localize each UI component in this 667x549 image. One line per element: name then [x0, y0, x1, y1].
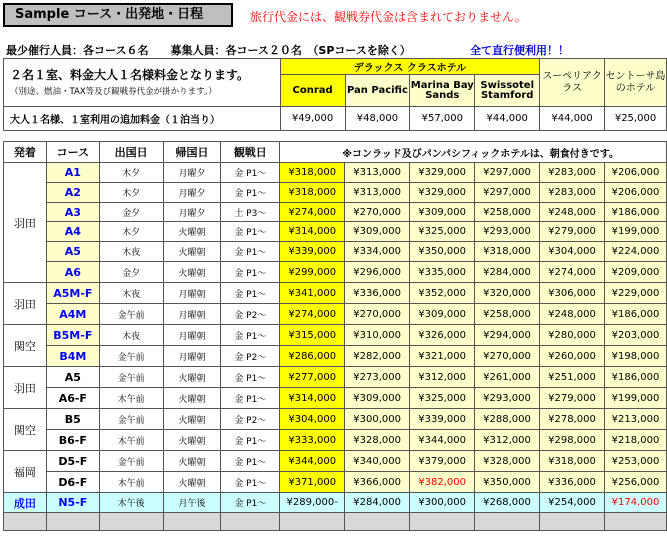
price-cell: ¥350,000 [410, 242, 475, 262]
price-cell: ¥254,000 [540, 493, 605, 513]
return-day: 月曜夕 [163, 183, 221, 203]
deluxe-class-label: デラックス クラスホテル [280, 59, 540, 75]
price-cell: ¥283,000 [540, 183, 605, 203]
price-cell: ¥213,000 [604, 409, 666, 430]
return-day: 火曜朝 [163, 409, 221, 430]
header-course: コース [46, 142, 99, 163]
hotel-superior: スーペリアクラス [540, 59, 605, 107]
match-day: 金 P1～ [221, 472, 280, 493]
table-row [4, 242, 667, 262]
price-cell: ¥294,000 [475, 325, 540, 346]
depart-day: 木夕 [99, 183, 163, 203]
table-row [4, 388, 667, 409]
price-cell: ¥198,000 [604, 346, 666, 367]
return-day: 月曜夕 [163, 163, 221, 183]
price-description [4, 59, 281, 107]
match-day: 金 P1～ [221, 325, 280, 346]
price-cell: ¥203,000 [604, 325, 666, 346]
price-cell: ¥328,000 [345, 430, 410, 451]
price-cell: ¥314,000 [280, 222, 345, 242]
empty-row [4, 513, 667, 531]
match-day: 金 P1～ [221, 388, 280, 409]
supplement-superior: ¥44,000 [540, 107, 605, 131]
return-day: 火曜朝 [163, 262, 221, 283]
course-code: A6 [46, 262, 99, 283]
empty-cell [540, 513, 605, 531]
match-day: 金 P1～ [221, 222, 280, 242]
header-origin: 発着 [4, 142, 47, 163]
price-cell: ¥318,000 [280, 183, 345, 203]
price-cell: ¥206,000 [604, 163, 666, 183]
course-code: B4M [46, 346, 99, 367]
table-row [4, 367, 667, 388]
origin-cell: 成田 [4, 493, 47, 513]
price-cell: ¥341,000 [280, 283, 345, 304]
price-cell: ¥333,000 [280, 430, 345, 451]
price-cell: ¥199,000 [604, 388, 666, 409]
hotel-conrad: Conrad [280, 75, 345, 107]
price-cell: ¥298,000 [540, 430, 605, 451]
price-cell: ¥300,000 [345, 409, 410, 430]
origin-cell: 羽田 [4, 283, 47, 325]
course-code: D5-F [46, 451, 99, 472]
price-cell: ¥329,000 [410, 163, 475, 183]
empty-cell [604, 513, 666, 531]
price-cell: ¥186,000 [604, 367, 666, 388]
match-day: 金 P1～ [221, 493, 280, 513]
depart-day: 金午前 [99, 367, 163, 388]
price-cell: ¥174,000 [604, 493, 666, 513]
table-row [4, 203, 667, 222]
price-cell: ¥336,000 [345, 283, 410, 304]
header-match: 観戦日 [221, 142, 280, 163]
breakfast-footnote: ※コンラッド及びパンパシフィックホテルは、朝食付きです。 [280, 142, 667, 163]
return-day: 月午後 [163, 493, 221, 513]
price-cell: ¥313,000 [345, 183, 410, 203]
table-row [4, 304, 667, 325]
price-cell: ¥297,000 [475, 183, 540, 203]
depart-day: 金夕 [99, 203, 163, 222]
depart-day: 木夜 [99, 242, 163, 262]
table-row [4, 451, 667, 472]
price-cell: ¥270,000 [475, 346, 540, 367]
price-cell: ¥325,000 [410, 388, 475, 409]
depart-day: 木午後 [99, 493, 163, 513]
price-cell: ¥186,000 [604, 203, 666, 222]
price-cell: ¥336,000 [540, 472, 605, 493]
course-schedule-table [3, 141, 667, 531]
notice-text: 旅行代金には、観戦券代金は含まれておりません。 [250, 10, 527, 24]
price-description-main: ２名１室、料金大人１名様料金となります。 [10, 67, 250, 82]
price-cell: ¥280,000 [540, 325, 605, 346]
course-code: A4 [46, 222, 99, 242]
price-cell: ¥273,000 [345, 367, 410, 388]
return-day: 火曜朝 [163, 451, 221, 472]
empty-cell [280, 513, 345, 531]
supplement-swissotel: ¥44,000 [475, 107, 540, 131]
depart-day: 金午前 [99, 304, 163, 325]
match-day: 金 P1～ [221, 163, 280, 183]
price-cell: ¥251,000 [540, 367, 605, 388]
return-day: 月曜朝 [163, 304, 221, 325]
course-code: A5M-F [46, 283, 99, 304]
price-cell: ¥297,000 [475, 163, 540, 183]
empty-cell [475, 513, 540, 531]
table-row [4, 183, 667, 203]
supplement-sentosa: ¥25,000 [605, 107, 667, 131]
return-day: 火曜朝 [163, 388, 221, 409]
price-cell: ¥318,000 [475, 242, 540, 262]
price-cell: ¥313,000 [345, 163, 410, 183]
depart-day: 金夕 [99, 262, 163, 283]
origin-cell: 福岡 [4, 451, 47, 493]
price-cell: ¥318,000 [540, 451, 605, 472]
price-cell: ¥340,000 [345, 451, 410, 472]
return-day: 月曜朝 [163, 346, 221, 367]
depart-day: 木午前 [99, 388, 163, 409]
price-cell: ¥224,000 [604, 242, 666, 262]
match-day: 金 P1～ [221, 367, 280, 388]
course-code: A5 [46, 242, 99, 262]
price-cell: ¥344,000 [410, 430, 475, 451]
price-cell: ¥350,000 [475, 472, 540, 493]
price-cell: ¥296,000 [345, 262, 410, 283]
price-cell: ¥312,000 [410, 367, 475, 388]
price-cell: ¥218,000 [604, 430, 666, 451]
price-cell: ¥320,000 [475, 283, 540, 304]
return-day: 火曜朝 [163, 242, 221, 262]
table-row [4, 325, 667, 346]
price-cell: ¥258,000 [475, 203, 540, 222]
price-cell: ¥284,000 [345, 493, 410, 513]
match-day: 土 P3～ [221, 203, 280, 222]
price-cell: ¥329,000 [410, 183, 475, 203]
empty-cell [345, 513, 410, 531]
course-code: A2 [46, 183, 99, 203]
price-cell: ¥366,000 [345, 472, 410, 493]
price-cell: ¥339,000 [410, 409, 475, 430]
empty-cell [221, 513, 280, 531]
single-supplement-label: 大人１名様、１室利用の追加料金（１泊当り） [4, 107, 281, 131]
price-cell: ¥293,000 [475, 222, 540, 242]
hotel-price-header [3, 58, 667, 131]
price-cell: ¥258,000 [475, 304, 540, 325]
price-cell: ¥326,000 [410, 325, 475, 346]
price-cell: ¥312,000 [475, 430, 540, 451]
hotel-pan-pacific: Pan Pacific [345, 75, 410, 107]
price-cell: ¥309,000 [410, 304, 475, 325]
origin-cell: 羽田 [4, 163, 47, 283]
price-cell: ¥253,000 [604, 451, 666, 472]
depart-day: 木午前 [99, 430, 163, 451]
price-cell: ¥282,000 [345, 346, 410, 367]
table-row [4, 472, 667, 493]
price-cell: ¥286,000 [280, 346, 345, 367]
price-cell: ¥284,000 [475, 262, 540, 283]
price-cell: ¥283,000 [540, 163, 605, 183]
price-cell: ¥260,000 [540, 346, 605, 367]
return-day: 火曜朝 [163, 367, 221, 388]
price-cell: ¥314,000 [280, 388, 345, 409]
course-code: B6-F [46, 430, 99, 451]
course-code: B5 [46, 409, 99, 430]
empty-cell [163, 513, 221, 531]
price-cell: ¥300,000 [410, 493, 475, 513]
supplement-marina-bay-sands: ¥57,000 [410, 107, 475, 131]
price-cell: ¥278,000 [540, 409, 605, 430]
depart-day: 木夜 [99, 283, 163, 304]
origin-cell: 羽田 [4, 367, 47, 409]
price-description-sub: （別途、燃油・TAX等及び観戦券代金が掛かります。） [10, 86, 217, 97]
price-cell: ¥325,000 [410, 222, 475, 242]
hotel-marina-bay-sands: Marina Bay Sands [410, 75, 475, 107]
course-code: D6-F [46, 472, 99, 493]
price-cell: ¥270,000 [345, 304, 410, 325]
price-cell: ¥256,000 [604, 472, 666, 493]
hotel-swissotel: Swissotel Stamford [475, 75, 540, 107]
depart-day: 木夜 [99, 325, 163, 346]
return-day: 月曜朝 [163, 325, 221, 346]
price-cell: ¥371,000 [280, 472, 345, 493]
empty-cell [410, 513, 475, 531]
price-cell: ¥277,000 [280, 367, 345, 388]
table-row [4, 493, 667, 513]
price-cell: ¥206,000 [604, 183, 666, 203]
course-code: A4M [46, 304, 99, 325]
table-row [4, 430, 667, 451]
price-cell: ¥321,000 [410, 346, 475, 367]
price-cell: ¥309,000 [410, 203, 475, 222]
course-code: A5 [46, 367, 99, 388]
table-row [4, 346, 667, 367]
return-day: 火曜朝 [163, 430, 221, 451]
header-depart: 出国日 [99, 142, 163, 163]
price-cell: ¥344,000 [280, 451, 345, 472]
price-cell: ¥270,000 [345, 203, 410, 222]
depart-day: 木夕 [99, 222, 163, 242]
hotel-sentosa: セントーサ島のホテル [605, 59, 667, 107]
table-row [4, 222, 667, 242]
price-cell: ¥334,000 [345, 242, 410, 262]
price-cell: ¥274,000 [280, 203, 345, 222]
match-day: 金 P2～ [221, 304, 280, 325]
price-cell: ¥289,000- [280, 493, 345, 513]
price-cell: ¥279,000 [540, 388, 605, 409]
price-cell: ¥293,000 [475, 388, 540, 409]
course-code: N5-F [46, 493, 99, 513]
supplement-conrad: ¥49,000 [280, 107, 345, 131]
price-cell: ¥274,000 [540, 262, 605, 283]
price-cell: ¥209,000 [604, 262, 666, 283]
course-code: B5M-F [46, 325, 99, 346]
summary-text: 最少催行人員：各コース６名 募集人員：各コース２０名 （SPコースを除く） [6, 44, 411, 57]
price-cell: ¥306,000 [540, 283, 605, 304]
price-cell: ¥288,000 [475, 409, 540, 430]
price-cell: ¥279,000 [540, 222, 605, 242]
price-cell: ¥304,000 [280, 409, 345, 430]
empty-cell [99, 513, 163, 531]
course-code: A3 [46, 203, 99, 222]
match-day: 金 P1～ [221, 283, 280, 304]
price-cell: ¥309,000 [345, 388, 410, 409]
match-day: 金 P1～ [221, 242, 280, 262]
match-day: 金 P2～ [221, 409, 280, 430]
header-return: 帰国日 [163, 142, 221, 163]
price-cell: ¥261,000 [475, 367, 540, 388]
depart-day: 木午前 [99, 472, 163, 493]
match-day: 金 P1～ [221, 430, 280, 451]
depart-day: 木夕 [99, 163, 163, 183]
depart-day: 金午前 [99, 409, 163, 430]
return-day: 火曜朝 [163, 472, 221, 493]
price-cell: ¥328,000 [475, 451, 540, 472]
origin-cell: 関空 [4, 409, 47, 451]
price-cell: ¥335,000 [410, 262, 475, 283]
empty-cell [46, 513, 99, 531]
match-day: 金 P2～ [221, 346, 280, 367]
table-row [4, 163, 667, 183]
return-day: 火曜朝 [163, 222, 221, 242]
return-day: 月曜朝 [163, 283, 221, 304]
price-cell: ¥248,000 [540, 203, 605, 222]
price-cell: ¥299,000 [280, 262, 345, 283]
price-cell: ¥310,000 [345, 325, 410, 346]
match-day: 金 P1～ [221, 451, 280, 472]
match-day: 金 P1～ [221, 183, 280, 203]
course-code: A1 [46, 163, 99, 183]
price-cell: ¥382,000 [410, 472, 475, 493]
depart-day: 金午前 [99, 451, 163, 472]
price-cell: ¥318,000 [280, 163, 345, 183]
price-cell: ¥248,000 [540, 304, 605, 325]
price-cell: ¥309,000 [345, 222, 410, 242]
return-day: 月曜夕 [163, 203, 221, 222]
match-day: 金 P1～ [221, 262, 280, 283]
depart-day: 金午前 [99, 346, 163, 367]
page-title: Sample コース・出発地・日程 [3, 3, 233, 27]
price-cell: ¥229,000 [604, 283, 666, 304]
price-cell: ¥186,000 [604, 304, 666, 325]
table-row [4, 283, 667, 304]
price-cell: ¥352,000 [410, 283, 475, 304]
price-cell: ¥199,000 [604, 222, 666, 242]
table-row [4, 409, 667, 430]
price-cell: ¥339,000 [280, 242, 345, 262]
course-code: A6-F [46, 388, 99, 409]
price-cell: ¥379,000 [410, 451, 475, 472]
price-cell: ¥315,000 [280, 325, 345, 346]
price-cell: ¥268,000 [475, 493, 540, 513]
supplement-pan-pacific: ¥48,000 [345, 107, 410, 131]
price-cell: ¥274,000 [280, 304, 345, 325]
table-row [4, 262, 667, 283]
origin-cell: 関空 [4, 325, 47, 367]
price-cell: ¥304,000 [540, 242, 605, 262]
direct-flights-text: 全て直行便利用！！ [470, 44, 569, 57]
empty-cell [4, 513, 47, 531]
